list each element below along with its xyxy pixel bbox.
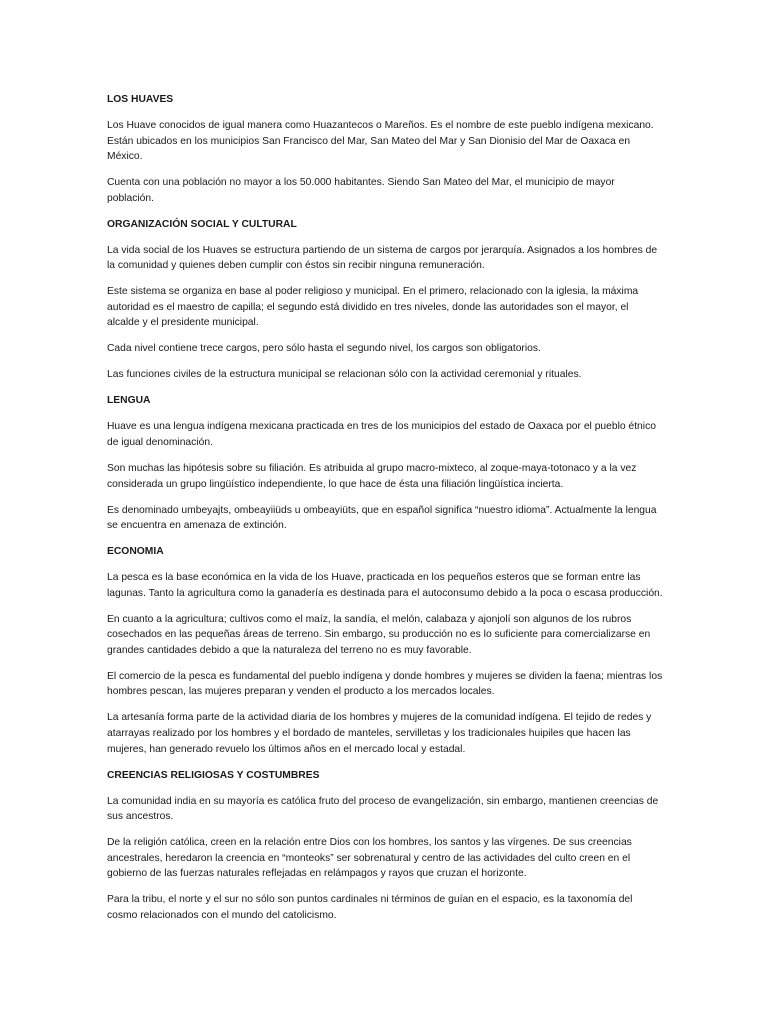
section-heading: ECONOMIA [107,546,164,558]
section-heading: LENGUA [107,395,151,407]
document-page [107,92,663,934]
paragraph: Huave es una lengua indígena mexicana practicada en tres de los municipios del estado de Oaxaca por el pueblo étnico de igual denominación. [107,421,656,449]
paragraph: Este sistema se organiza en base al poder religioso y municipal. En el primero, relacionado con la iglesia, la máxima autoridad es el maestro de capilla; el segundo está dividido en tres niveles, donde las autoridades son el mayor, el alcalde y el presidente municipal. [107,286,639,329]
paragraph: La comunidad india en su mayoría es católica fruto del proceso de evangelización, sin embargo, mantienen creencias de sus ancestros. [107,795,659,823]
paragraph: El comercio de la pesca es fundamental del pueblo indígena y donde hombres y mujeres se dividen la faena; mientras los hombres pescan, las mujeres preparan y venden el producto a los mercados locales. [107,670,663,698]
paragraph: La vida social de los Huaves se estructura partiendo de un sistema de cargos por jerarquía. Asignados a los hombres de la comunidad y quienes deben cumplir con éstos sin recibir ninguna remuneración. [107,244,658,272]
paragraph: Es denominado umbeyajts, ombeayiiüds u ombeayiüts, que en español significa “nuestro idioma”. Actualmente la lengua se encuentra en amenaza de extinción. [107,504,657,532]
paragraph: Para la tribu, el norte y el sur no sólo son puntos cardinales ni términos de guían en el espacio, es la taxonomía del cosmo relacionados con el mundo del catolicismo. [107,894,633,921]
section-heading: ORGANIZACIÓN SOCIAL Y CULTURAL [107,218,297,230]
section-heading: LOS HUAVES [107,94,174,105]
paragraph: Las funciones civiles de la estructura municipal se relacionan sólo con la actividad ceremonial y rituales. [107,369,582,381]
paragraph: Cuenta con una población no mayor a los 50.000 habitantes. Siendo San Mateo del Mar, el municipio de mayor población. [107,177,615,204]
paragraph: La pesca es la base económica en la vida de los Huave, practicada en los pequeños esteros que se forman entre las lagunas. Tanto la agricultura como la ganadería es destinada para el autoconsumo debido a la poca o escasa producción. [107,572,663,599]
paragraph: Los Huave conocidos de igual manera como Huazantecos o Mareños. Es el nombre de este pueblo indígena mexicano. Están ubicados en los municipios San Francisco del Mar, San Mateo del Mar y San Dionisio del Mar de Oaxaca en México. [107,119,654,163]
section-organizacion-social [107,217,663,383]
section-los-huaves [107,92,663,206]
section-economia [107,544,663,757]
paragraph: La artesanía forma parte de la actividad diaria de los hombres y mujeres de la comunidad indígena. El tejido de redes y atarrayas realizado por los hombres y el bordado de manteles, servilletas y los tradicionales huipiles que hacen las mujeres, han generado revuelo los últimos años en el mercado local y estadal. [107,712,652,755]
section-creencias [107,768,663,924]
section-heading: CREENCIAS RELIGIOSAS Y COSTUMBRES [107,769,320,781]
paragraph: De la religión católica, creen en la relación entre Dios con los hombres, los santos y las vírgenes. De sus creencias ancestrales, heredaron la creencia en “monteoks” ser sobrenatural y centro de las actividades del culto creen en el gobierno de las fuerzas naturales reflejadas en relámpagos y rayos que cruzan el horizonte. [107,837,632,880]
paragraph: En cuanto a la agricultura; cultivos como el maíz, la sandía, el melón, calabaza y ajonjolí son algunos de los rubros cosechados en las pequeñas áreas de terreno. Sin embargo, su producción no es lo suficiente para comercializarse en grandes cantidades debido a que la naturaleza del terreno no es muy favorable. [107,613,651,656]
paragraph: Cada nivel contiene trece cargos, pero sólo hasta el segundo nivel, los cargos son obligatorios. [107,343,541,355]
section-lengua [107,393,663,533]
paragraph: Son muchas las hipótesis sobre su filiación. Es atribuida al grupo macro-mixteco, al zoque-maya-totonaco y a la vez considerada un grupo lingüístico independiente, lo que hace de ésta una filiación lingüística incierta. [107,463,637,490]
